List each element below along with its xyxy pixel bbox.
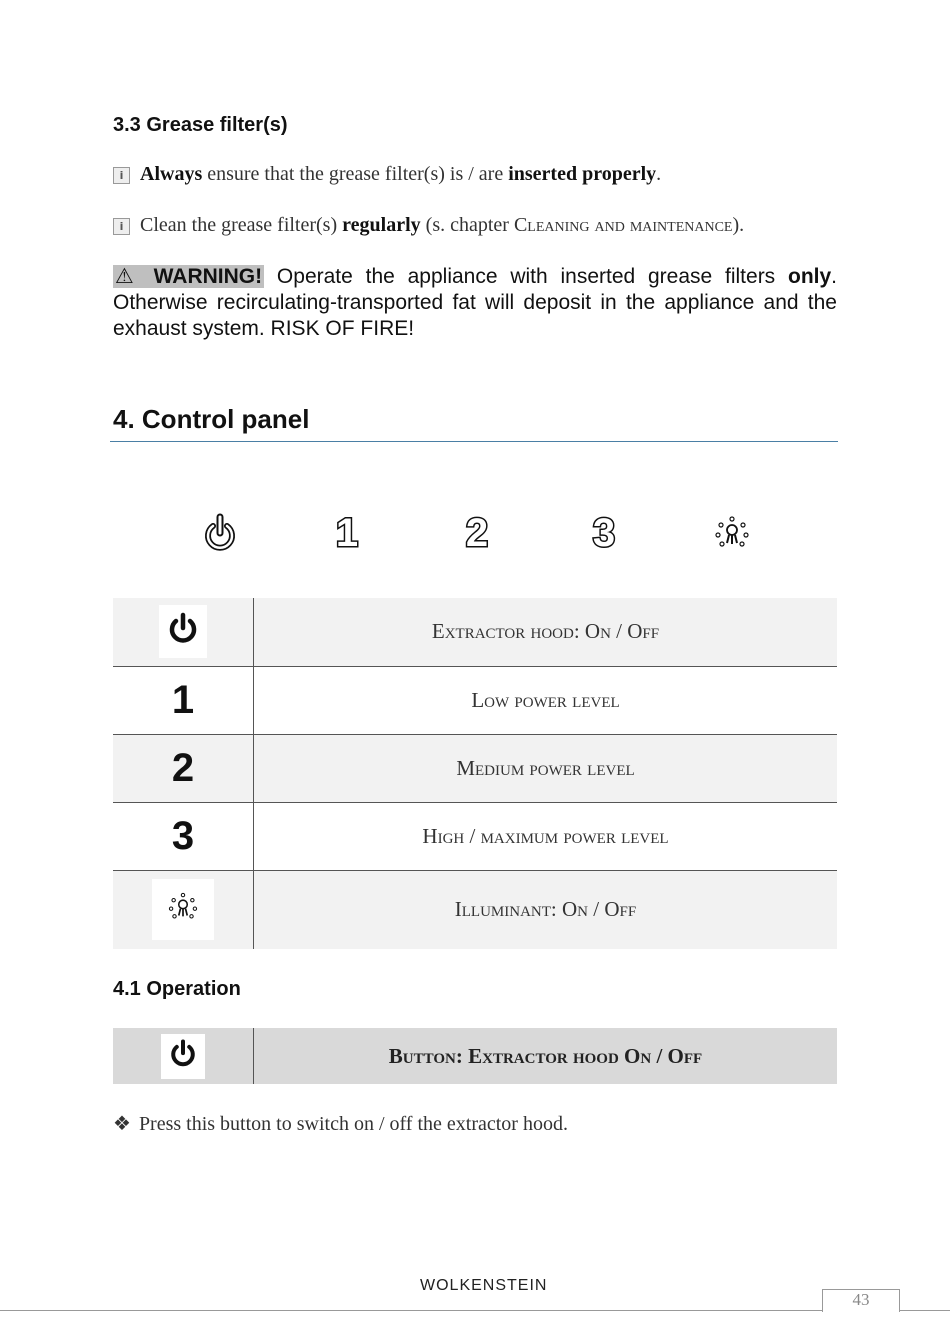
footer-brand-logo: WOLKENSTEIN [420,1277,548,1294]
warning-triangle-icon: ⚠ [115,265,141,288]
table-row [113,734,837,802]
table-key-cell [113,870,254,949]
table-key-cell: 3 [113,802,254,870]
note-clean: i Clean the grease filter(s) regularly (s. chapter Cleaning and maintenance). [113,214,744,237]
note-always: i Always ensure that the grease filter(s) is / are inserted properly. [113,163,661,186]
light-icon [712,513,752,553]
bullet-item: ❖ Press this button to switch on / off the extractor hood. [113,1113,568,1135]
section-heading-3-3: 3.3 Grease filter(s) [113,114,288,136]
info-icon: i [113,218,130,235]
table-row [113,802,837,870]
table-row [113,666,837,734]
light-icon [166,889,200,925]
control-panel-table [113,598,837,949]
power-key [159,605,207,658]
warning-paragraph: ⚠ WARNING! Operate the appliance with inserted grease filters only. Otherwise recirculating-transported fat will deposit in the appliance and the exhaust system. RISK OF FIRE! [113,265,838,340]
table-key-cell: 1 [113,666,254,734]
table-desc-cell: Medium power level [254,734,838,802]
info-icon: i [113,167,130,184]
section-heading-4: 4. Control panel [113,404,310,434]
power-icon [200,513,240,553]
table-desc-cell: High / maximum power level [254,802,838,870]
table-key-cell [113,1028,254,1084]
table-desc-cell: Button: Extractor hood On / Off [254,1028,838,1084]
panel-light-button [712,513,752,558]
warning-label: ⚠ WARNING! [115,265,263,288]
page-number: 43 [822,1289,900,1312]
panel-button-3: 3 [592,511,616,555]
table-row [113,598,837,666]
table-desc-cell: Low power level [254,666,838,734]
operation-button-table [113,1028,837,1084]
table-desc-cell: Illuminant: On / Off [254,870,838,949]
footer-rule [0,1310,950,1311]
diamond-bullet-icon: ❖ [113,1113,131,1135]
table-row [113,1028,837,1084]
power-icon [167,1038,199,1070]
panel-button-1: 1 [335,511,359,555]
panel-power-button [200,513,240,558]
table-row [113,870,837,949]
section-heading-4-1: 4.1 Operation [113,978,241,1000]
power-icon [165,611,201,647]
power-key [161,1034,205,1079]
table-key-cell [113,598,254,666]
light-key [152,879,214,940]
panel-button-2: 2 [465,511,489,555]
table-key-cell: 2 [113,734,254,802]
heading-rule [110,441,838,442]
table-desc-cell: Extractor hood: On / Off [254,598,838,666]
